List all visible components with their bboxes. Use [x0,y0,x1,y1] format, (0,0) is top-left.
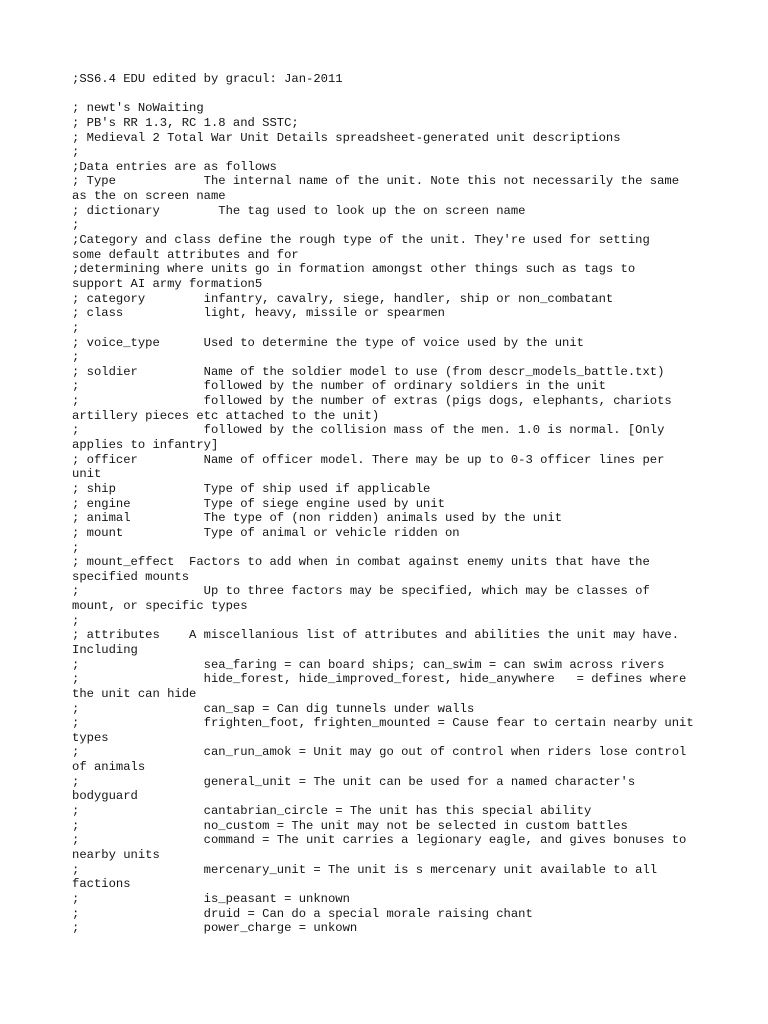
document-line: ; [72,350,80,365]
document-line: ; frighten_foot, frighten_mounted = Cause fear to certain nearby unit [72,716,694,731]
document-line: ; mount Type of animal or vehicle ridden on [72,525,460,540]
document-line: ; PB's RR 1.3, RC 1.8 and SSTC; [72,115,299,130]
document-line: ; attributes A miscellanious list of attributes and abilities the unit may have. [72,628,680,643]
document-line: ; category infantry, cavalry, siege, handler, ship or non_combatant [72,291,614,306]
document-line: ; followed by the number of extras (pigs dogs, elephants, chariots [72,394,672,409]
document-line: ; officer Name of officer model. There may be up to 0-3 officer lines per [72,452,665,467]
document-line: types [72,730,109,745]
document-line: ; can_run_amok = Unit may go out of control when riders lose control [72,745,687,760]
document-line: ; ship Type of ship used if applicable [72,481,431,496]
document-line: support AI army formation5 [72,276,263,291]
document-line: ; is_peasant = unknown [72,891,350,906]
document-line: ; mount_effect Factors to add when in combat against enemy units that have the [72,555,650,570]
document-line: specified mounts [72,569,190,584]
document-line: ; can_sap = Can dig tunnels under walls [72,701,475,716]
document-line: ; [72,613,80,628]
document-page [72,72,712,936]
document-line: ; druid = Can do a special morale raising chant [72,906,533,921]
document-line: ; dictionary The tag used to look up the on screen name [72,203,526,218]
document-line: ; [72,218,80,233]
document-line: mount, or specific types [72,599,248,614]
document-line: ; sea_faring = can board ships; can_swim = can swim across rivers [72,657,665,672]
document-line: ; [72,145,80,160]
document-line: factions [72,877,131,892]
document-line: of animals [72,760,146,775]
document-line: ; Medieval 2 Total War Unit Details spreadsheet-generated unit descriptions [72,130,621,145]
document-line: ; followed by the collision mass of the men. 1.0 is normal. [Only [72,423,665,438]
document-line: ; Up to three factors may be specified, which may be classes of [72,584,650,599]
document-line: ;determining where units go in formation amongst other things such as tags to [72,262,636,277]
document-line: ; soldier Name of the soldier model to use (from descr_models_battle.txt) [72,364,665,379]
document-line: ; power_charge = unkown [72,921,358,936]
document-line: ; [72,540,80,555]
document-line: artillery pieces etc attached to the unit) [72,408,380,423]
document-line [72,87,712,102]
document-line: Including [72,642,138,657]
document-line: ; voice_type Used to determine the type of voice used by the unit [72,335,584,350]
document-line: ; [72,320,80,335]
document-line: ; animal The type of (non ridden) animals used by the unit [72,511,563,526]
document-line: ;Category and class define the rough type of the unit. They're used for setting [72,233,650,248]
document-line: applies to infantry] [72,438,219,453]
document-line: ; command = The unit carries a legionary eagle, and gives bonuses to [72,833,687,848]
document-line: ; newt's NoWaiting [72,101,204,116]
document-line: ; general_unit = The unit can be used for a named character's [72,774,636,789]
document-line: unit [72,467,102,482]
document-line: ; mercenary_unit = The unit is s mercenary unit available to all [72,862,658,877]
document-line: some default attributes and for [72,247,299,262]
document-line: ; engine Type of siege engine used by unit [72,496,445,511]
document-line: ;SS6.4 EDU edited by gracul: Jan-2011 [72,72,343,86]
document-line: ; Type The internal name of the unit. Note this not necessarily the same [72,174,680,189]
document-line: ;Data entries are as follows [72,159,277,174]
document-line: the unit can hide [72,686,197,701]
document-line: bodyguard [72,789,138,804]
document-line: ; hide_forest, hide_improved_forest, hide_anywhere = defines where [72,672,687,687]
document-line: ; no_custom = The unit may not be selected in custom battles [72,818,628,833]
document-line: ; cantabrian_circle = The unit has this special ability [72,804,592,819]
document-line: nearby units [72,847,160,862]
document-line: as the on screen name [72,189,226,204]
document-line: ; class light, heavy, missile or spearmen [72,306,445,321]
document-line: ; followed by the number of ordinary soldiers in the unit [72,379,606,394]
